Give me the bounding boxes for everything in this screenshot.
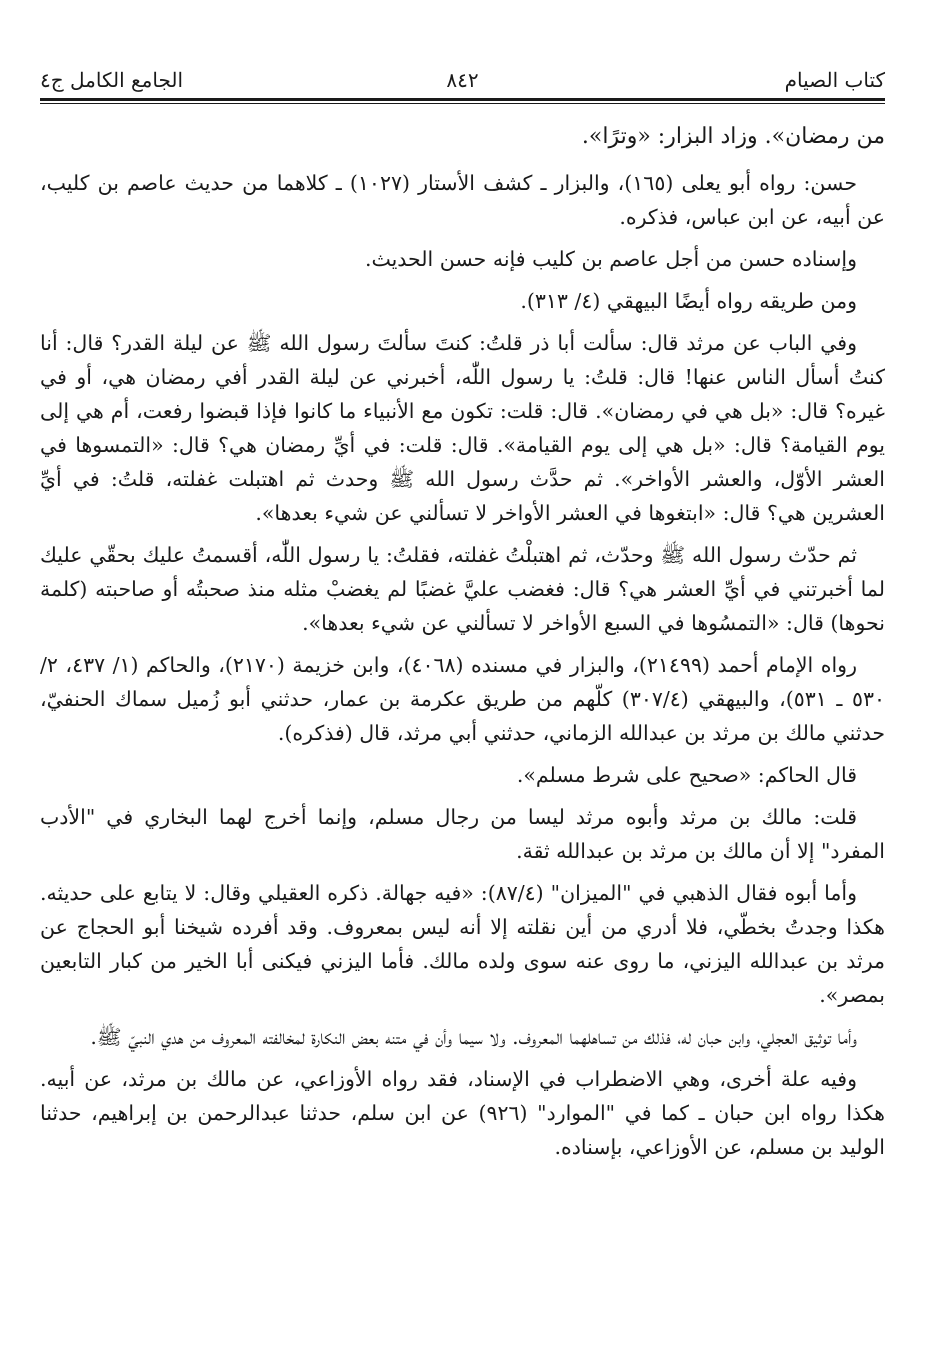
paragraph: وفي الباب عن مرثد قال: سألت أبا ذر قلتُ: كنتَ سألتَ رسول الله ﷺ عن ليلة القدر؟ قال: أنا كنتُ أسأل الناس عنها! قال: قلتُ: يا رسول اللّٰه، أخبرني عن ليلة القدر أفي رمضان هي، أو في غيره؟ قال: «بل هي في رمضان». قال: قلت: تكون مع الأنبياء ما كانوا فإذا قبضوا رفعت، أم هي إلى يوم القيامة؟ قال: «بل هي إلى يوم القيامة». قال: قلت: في أيِّ رمضان هي؟ قال: «التمسوها في العشر الأوّل، والعشر الأواخر». ثم حدَّث رسول الله ﷺ وحدث ثم اهتبلت غفلته، قلتُ: في أيِّ العشرين هي؟ قال: «ابتغوها في العشر الأواخر لا تسألني عن شيء بعدها». bbox=[40, 331, 885, 525]
paragraph: قال الحاكم: «صحيح على شرط مسلم». bbox=[516, 763, 857, 787]
running-header bbox=[40, 62, 885, 96]
volume-title: الجامع الكامل ج٤ bbox=[40, 68, 184, 92]
paragraph: رواه الإمام أحمد (٢١٤٩٩)، والبزار في مسنده (٤٠٦٨)، وابن خزيمة (٢١٧٠)، والحاكم (١/ ٤٣٧، ٢/ ٥٣٠ ـ ٥٣١)، والبيهقي (٣٠٧/٤) كلّهم من طريق عكرمة بن عمار، حدثني أبو زُميل سماك الحنفيّ، حدثني مالك بن مرثد بن عبدالله الزماني، حدثني أبي مرثد، قال (فذكره). bbox=[40, 653, 885, 745]
paragraph: وإسناده حسن من أجل عاصم بن كليب فإنه حسن الحديث. bbox=[364, 247, 857, 271]
page-number: ٨٤٢ bbox=[446, 68, 479, 92]
book-page bbox=[40, 62, 885, 1172]
paragraph: حسن: رواه أبو يعلى (١٦٥)، والبزار ـ كشف الأستار (١٠٢٧) ـ كلاهما من حديث عاصم بن كليب، عن أبيه، عن ابن عباس، فذكره. bbox=[40, 171, 885, 229]
paragraph: ومن طريقه رواه أيضًا البيهقي (٤/ ٣١٣). bbox=[520, 289, 857, 313]
paragraph: وأما توثيق العجلي، وابن حبان له، فذلك من تساهلهما المعروف. ولا سيما وأن في متنه بعض النكارة لمخالفته المعروف من هدي النبيّ ﷺ. bbox=[90, 1025, 857, 1049]
paragraph: وفيه علة أخرى، وهي الاضطراب في الإسناد، فقد رواه الأوزاعي، عن مالك بن مرثد، عن أبيه. هكذا رواه ابن حبان ـ كما في "الموارد" (٩٢٦) عن ابن سلم، حدثنا عبدالرحمن بن إبراهيم، حدثنا الوليد بن مسلم، عن الأوزاعي، بإسناده. bbox=[40, 1067, 885, 1159]
header-rule-thick bbox=[40, 98, 885, 101]
paragraph: ثم حدّث رسول الله ﷺ وحدّث، ثم اهتبلْتُ غفلته، فقلتُ: يا رسول اللّٰه، أقسمتُ عليك بحقّي عليك لما أخبرتني في أيِّ العشر هي؟ قال: فغضب عليَّ غضبًا لم يغضبْ مثله منذ صحبتُه أو صاحبته (كلمة نحوها) قال: «التمسُوها في السبع الأواخر لا تسألني عن شيء بعدها». bbox=[40, 543, 885, 635]
header-rule-thin bbox=[40, 103, 885, 104]
paragraph: قلت: مالك بن مرثد وأبوه مرثد ليسا من رجال مسلم، وإنما أخرج لهما البخاري في "الأدب المفرد" إلا أن مالك بن مرثد بن عبدالله ثقة. bbox=[40, 805, 885, 863]
book-section-title: كتاب الصيام bbox=[784, 68, 885, 92]
paragraph: من رمضان». وزاد البزار: «وترًا». bbox=[581, 124, 885, 149]
paragraph: وأما أبوه فقال الذهبي في "الميزان" (٨٧/٤): «فيه جهالة. ذكره العقيلي وقال: لا يتابع على حديثه. هكذا وجدتُ بخطّي، فلا أدري من أين نقلته إلا أنه ليس بمعروف. وقد أفرده شيخنا أبو الحجاج عن مرثد بن عبدالله اليزني، ما روى عنه سوى ولده مالك. فأما اليزني فيكنى أبا الخير من كبار التابعين بمصر». bbox=[40, 881, 885, 1007]
page-body bbox=[40, 118, 885, 1164]
